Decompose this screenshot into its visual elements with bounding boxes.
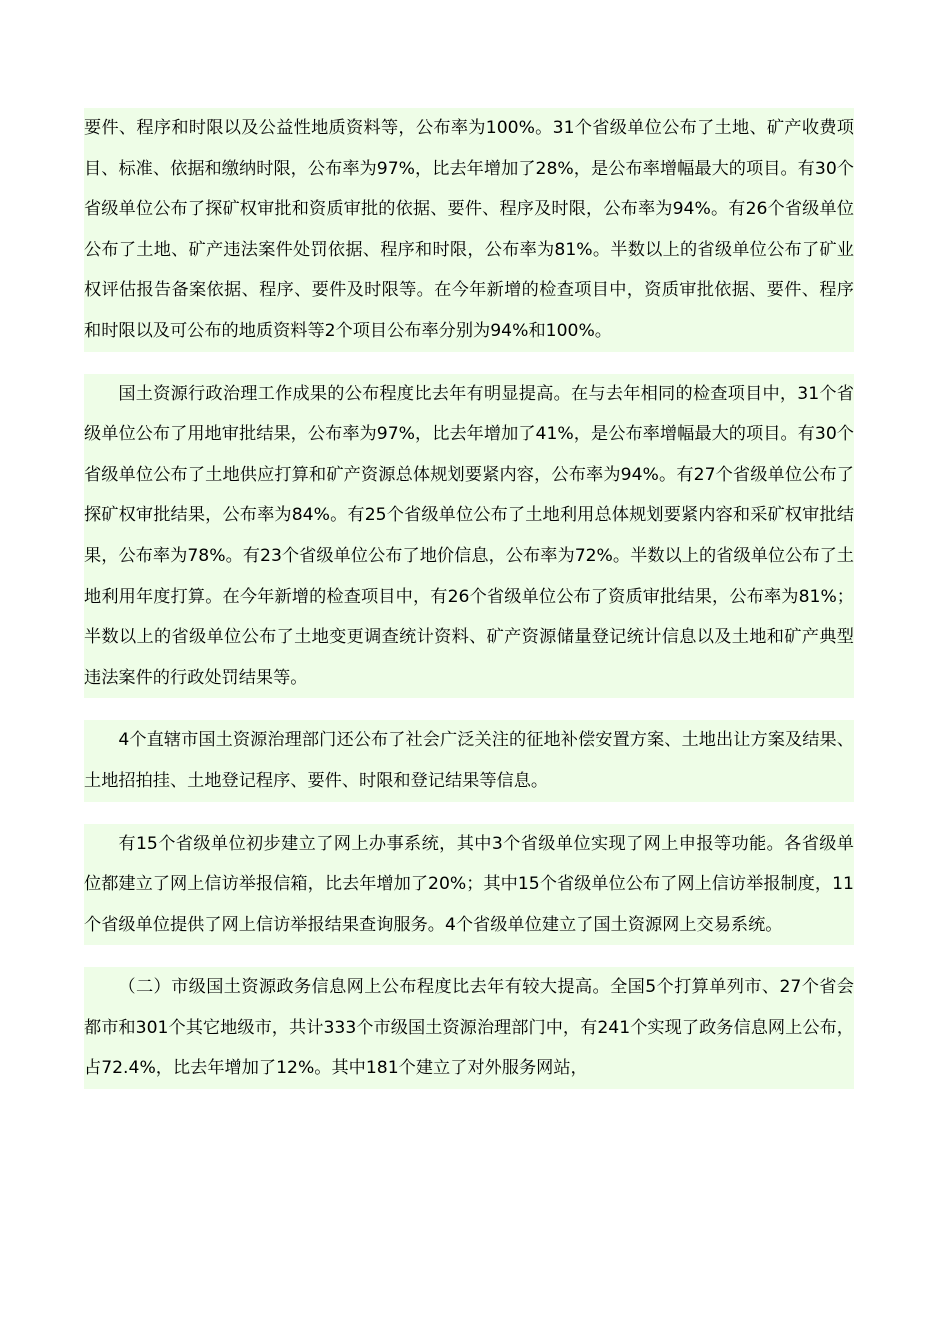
paragraph-municipalities: 4个直辖市国土资源治理部门还公布了社会广泛关注的征地补偿安置方案、土地出让方案及结果、土地招拍挂、土地登记程序、要件、时限和登记结果等信息。 [84,720,854,801]
paragraph-gap [84,698,854,720]
document-page [84,108,854,1089]
paragraph-work-results-disclosure: 国土资源行政治理工作成果的公布程度比去年有明显提高。在与去年相同的检查项目中，31个省级单位公布了用地审批结果，公布率为97%，比去年增加了41%，是公布率增幅最大的项目。有30个省级单位公布了土地供应打算和矿产资源总体规划要紧内容，公布率为94%。有27个省级单位公布了探矿权审批结果，公布率为84%。有25个省级单位公布了土地利用总体规划要紧内容和采矿权审批结果，公布率为78%。有23个省级单位公布了地价信息，公布率为72%。半数以上的省级单位公布了土地利用年度打算。在今年新增的检查项目中，有26个省级单位公布了资质审批结果，公布率为81%；半数以上的省级单位公布了土地变更调查统计资料、矿产资源储量登记统计信息以及土地和矿产典型违法案件的行政处罚结果等。 [84,374,854,699]
paragraph-city-level-disclosure: （二）市级国土资源政务信息网上公布程度比去年有较大提高。全国5个打算单列市、27个省会都市和301个其它地级市，共计333个市级国土资源治理部门中，有241个实现了政务信息网上公布，占72.4%，比去年增加了12%。其中181个建立了对外服务网站， [84,967,854,1089]
paragraph-online-services: 有15个省级单位初步建立了网上办事系统，其中3个省级单位实现了网上申报等功能。各省级单位都建立了网上信访举报信箱，比去年增加了20%；其中15个省级单位公布了网上信访举报制度，11个省级单位提供了网上信访举报结果查询服务。4个省级单位建立了国土资源网上交易系统。 [84,824,854,946]
paragraph-gap [84,802,854,824]
paragraph-provincial-disclosure-items: 要件、程序和时限以及公益性地质资料等，公布率为100%。31个省级单位公布了土地、矿产收费项目、标准、依据和缴纳时限，公布率为97%，比去年增加了28%，是公布率增幅最大的项目。有30个省级单位公布了探矿权审批和资质审批的依据、要件、程序及时限，公布率为94%。有26个省级单位公布了土地、矿产违法案件处罚依据、程序和时限，公布率为81%。半数以上的省级单位公布了矿业权评估报告备案依据、程序、要件及时限等。在今年新增的检查项目中，资质审批依据、要件、程序和时限以及可公布的地质资料等2个项目公布率分别为94%和100%。 [84,108,854,352]
paragraph-gap [84,945,854,967]
paragraph-gap [84,352,854,374]
